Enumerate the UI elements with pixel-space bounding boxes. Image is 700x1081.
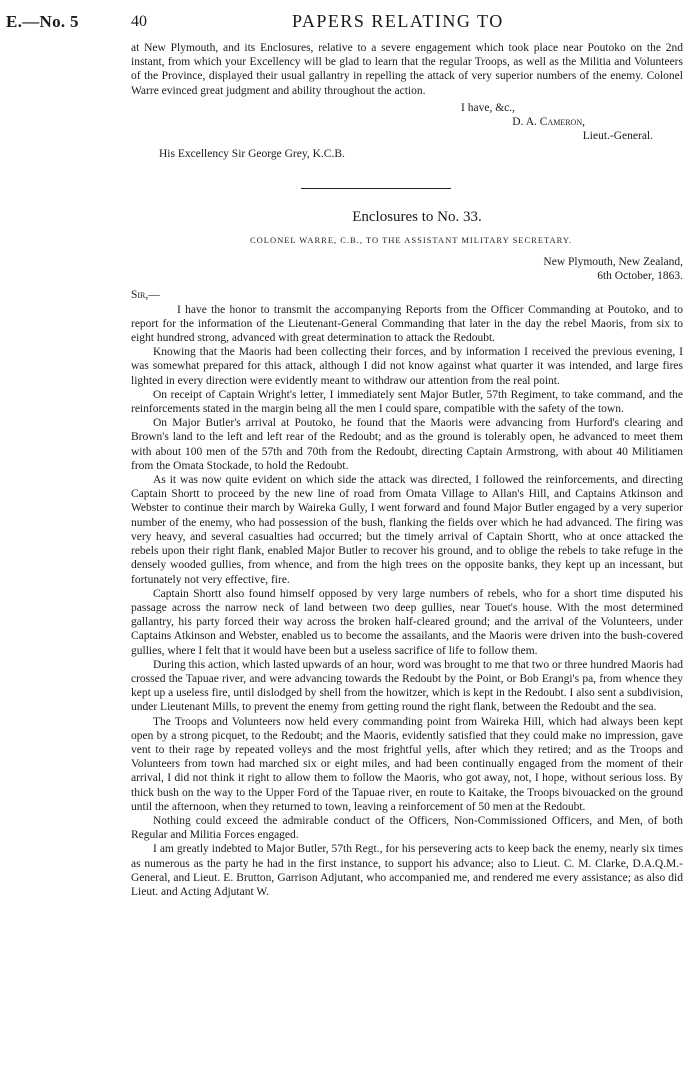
paragraph: On receipt of Captain Wright's letter, I immediately sent Major Butler, 57th Regiment, to take command, and the reinforcements stated in the margin being all the men I could spare, compatible with the safety of the town. — [131, 388, 683, 416]
dateline — [131, 255, 683, 283]
running-title: PAPERS RELATING TO — [292, 11, 504, 31]
document-body — [131, 41, 683, 899]
paragraph: Nothing could exceed the admirable conduct of the Officers, Non-Commissioned Officers, and Men, of both Regular and Militia Forces engaged. — [131, 814, 683, 842]
letter-closing-formula: I have, &c., — [461, 101, 515, 114]
enclosure-title: Enclosures to No. 33. — [352, 208, 482, 225]
letter-addressee: His Excellency Sir George Grey, K.C.B. — [159, 148, 345, 161]
paragraph: The Troops and Volunteers now held every commanding point from Waireka Hill, which had always been kept open by a strong picquet, to the Redoubt; and the Maoris, evidently satisfied that they could make no impression, gave vent to their rage by repeated volleys and the most frightful yells, after which they retired; and as the Troops and Volunteers from town had marched six or eight miles, and had been continually engaged from the moment of their arrival, I did not think it right to allow them to follow the Maoris, who got away, not, I hope, without serious loss. By thick bush on the way to the Upper Ford of the Tapuae river, en route to Kaitake, the Troops bivouacked on the ground until the afternoon, when they returned to town, leaving a reinforcement of 50 men at the Redoubt. — [131, 715, 683, 813]
paragraph: On Major Butler's arrival at Poutoko, he found that the Maoris were advancing from Hurford's clearing and Brown's land to the left and left rear of the Redoubt; and as the ground is tolerably open, he advanced to meet them with about 100 men of the 57th and 70th from the Redoubt, directing Captain Armstrong, with about 40 Militiamen from the Omata Stockade, to hold the Redoubt. — [131, 417, 683, 472]
paragraph: I am greatly indebted to Major Butler, 57th Regt., for his persevering acts to keep back the enemy, nearly six times as numerous as the party he had in the first instance, to support his advance; also to Lieut. C. M. Clarke, D.A.Q.M.-General, and Lieut. E. Brutton, Garrison Adjutant, who accompanied me, and rendered me every assistance; as also did Lieut. and Acting Adjutant W. — [131, 843, 683, 898]
series-number: E.—No. 5 — [6, 12, 79, 31]
page-number: 40 — [131, 13, 147, 30]
enclosure-subtitle: COLONEL WARRE, C.B., TO THE ASSISTANT MILITARY SECRETARY. — [249, 234, 573, 245]
dateline-place: New Plymouth, New Zealand, — [543, 256, 683, 269]
letter-signature-rank: Lieut.-General. — [582, 130, 653, 143]
paragraph: Knowing that the Maoris had been collecting their forces, and by information I received the previous evening, I was somewhat prepared for this attack, although I did not know against what quarter it was intended, and large fires lighted in every direction were evidently meant to withdraw our attention from the real point. — [131, 346, 683, 387]
section-divider — [301, 188, 451, 189]
paragraph: During this action, which lasted upwards of an hour, word was brought to me that two or three hundred Maoris had crossed the Tapuae river, and were advancing towards the Redoubt by the Point, or Bob Erangi's pa, from whence they kept up a useless fire, until dislodged by shell from the howitzer, which is kept in the Redoubt. I also sent a subdivision, under Lieutenant Mills, to prevent the enemy from getting round the right flank, between the Redoubt and the sea. — [131, 658, 683, 714]
paragraph: Captain Shortt also found himself opposed by very large numbers of rebels, who for a short time disputed his passage across the narrow neck of land between two deep gullies, near Touet's house. With the most determined gallantry, his party forced their way across the broken half-cleared ground; and the arrival of the Volunteers, under Captains Atkinson and Webster, enabled us to become the assailants, and the Maoris were driven into the bush-covered gullies, where I felt that it would have been but a useless sacrifice of life to follow them. — [131, 587, 683, 657]
letter-closing-paragraph: at New Plymouth, and its Enclosures, relative to a severe engagement which took place near Poutoko on the 2nd instant, from which your Excellency will be glad to learn that the regular Troops, as well as the Militia and Volunteers of the Province, displayed their usual gallantry in repelling the attack of very superior numbers of the enemy. Colonel Warre evinced great judgment and ability throughout the action. — [131, 42, 683, 97]
letter-signature: D. A. Cameron, — [512, 116, 585, 129]
salutation: Sir,— — [131, 289, 160, 302]
paragraph: I have the honor to transmit the accompanying Reports from the Officer Commanding at Poutoko, and to report for the information of the Lieutenant-General Commanding that later in the day the rebel Maoris, from six to eight hundred strong, advanced with great determination to attack the Redoubt. — [131, 303, 683, 345]
dateline-date: 6th October, 1863. — [597, 270, 683, 283]
page-header — [0, 12, 700, 34]
paragraph: As it was now quite evident on which side the attack was directed, I followed the reinforcements, and directing Captain Shortt to proceed by the new line of road from Omata Village to Allan's Hill, and Captains Atkinson and Webster to continue their march by Waireka Gully, I went forward and found Major Butler engaged by a very superior number of the enemy, who had possession of the bush, flanking the fields over which he had advanced. The firing was very heavy, and several casualties had occurred; but the timely arrival of Captain Shortt, who at once attacked the rebels upon their right flank, enabled Major Butler to recover his ground, and to oblige the rebels to take refuge in the densely wooded gullies, from whence, and from the high trees on the opposite banks, they kept up an incessant, but fortunately not very effective, fire. — [131, 474, 683, 586]
